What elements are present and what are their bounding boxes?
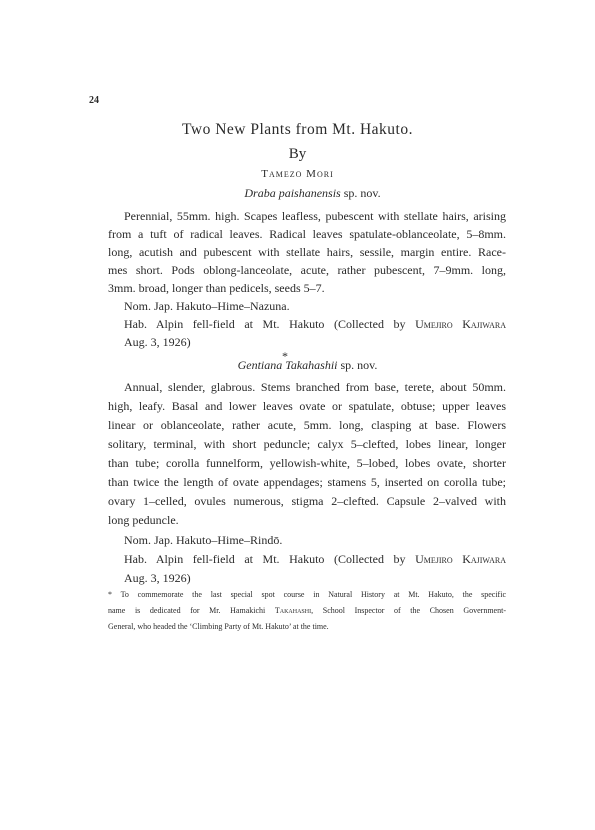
description-line: long peduncle. xyxy=(108,513,179,527)
habitat-line xyxy=(124,315,506,333)
footnote-text: , School Inspector of the Chosen Government- xyxy=(311,606,506,615)
byline-by: By xyxy=(288,146,307,162)
description-line: solitary, terminal, with short peduncle; calyx 5–clefted, lobes linear, longer xyxy=(108,437,506,451)
description-line: than twice the length of ovate appendages; stamens 5, inserted on corolla tube; xyxy=(108,475,506,489)
habitat-date: Aug. 3, 1926) xyxy=(124,335,191,349)
collector-name: Umejiro Kajiwara xyxy=(415,552,506,566)
collector-name: Umejiro Kajiwara xyxy=(415,317,506,331)
description-line: mes short. Pods oblong-lanceolate, acute, rather pubescent, 7–9mm. long, xyxy=(108,263,506,277)
footnote-marker: * xyxy=(282,349,288,363)
habitat-text: Hab. Alpin fell-field at Mt. Hakuto (Collected by xyxy=(124,317,416,331)
description-line: from a tuft of radical leaves. Radical leaves spatulate-oblanceolate, 5–8mm. xyxy=(108,227,506,241)
page-number: 24 xyxy=(89,95,99,106)
description-line: than tube; corolla funnelform, yellowish-white, 5–lobed, lobes ovate, shorter xyxy=(108,456,506,470)
description-line: 3mm. broad, longer than pedicels, seeds 5–7. xyxy=(108,281,325,295)
description-line: ovary 1–celled, ovules numerous, stigma 2–clefted. Capsule 2–valved with xyxy=(108,494,506,508)
species-status: sp. nov. xyxy=(337,358,378,372)
footnote-line: * To commemorate the last special spot course in Natural History at Mt. Hakuto, the specific xyxy=(108,590,506,599)
description-line: linear or oblanceolate, rather acute, 5mm. long, clasping at base. Flowers xyxy=(108,418,506,432)
footnote-line: General, who headed the ‘Climbing Party of Mt. Hakuto’ at the time. xyxy=(108,622,329,631)
article-title: Two New Plants from Mt. Hakuto. xyxy=(182,121,413,138)
species-heading-gentiana xyxy=(0,358,595,373)
description-line: Perennial, 55mm. high. Scapes leafless, pubescent with stellate hairs, arising xyxy=(124,209,506,223)
species-heading-draba xyxy=(0,186,595,201)
japanese-name: Nom. Jap. Hakuto–Hime–Nazuna. xyxy=(124,299,290,313)
habitat-text: Hab. Alpin fell-field at Mt. Hakuto (Collected by xyxy=(124,552,416,566)
inspector-name: Takahashi xyxy=(274,606,312,615)
species-binomial: Draba paishanensis xyxy=(244,186,341,200)
habitat-line xyxy=(124,550,506,568)
description-line: long, acutish and pubescent with stellate hairs, sessile, margin entire. Race- xyxy=(108,245,506,259)
japanese-name: Nom. Jap. Hakuto–Hime–Rindō. xyxy=(124,533,283,547)
species-epithet: Takahashii xyxy=(285,358,338,372)
habitat-date: Aug. 3, 1926) xyxy=(124,571,191,585)
author-name: Tamezo Mori xyxy=(261,168,334,180)
description-line: high, leafy. Basal and lower leaves ovate or spatulate, obtuse; upper leaves xyxy=(108,399,506,413)
species-status: sp. nov. xyxy=(340,186,381,200)
description-line: Annual, slender, glabrous. Stems branched from base, terete, about 50mm. xyxy=(124,380,506,394)
footnote-line xyxy=(108,603,506,618)
species-genus: Gentiana xyxy=(237,358,283,372)
footnote-text: name is dedicated for Mr. Hamakichi xyxy=(108,606,275,615)
